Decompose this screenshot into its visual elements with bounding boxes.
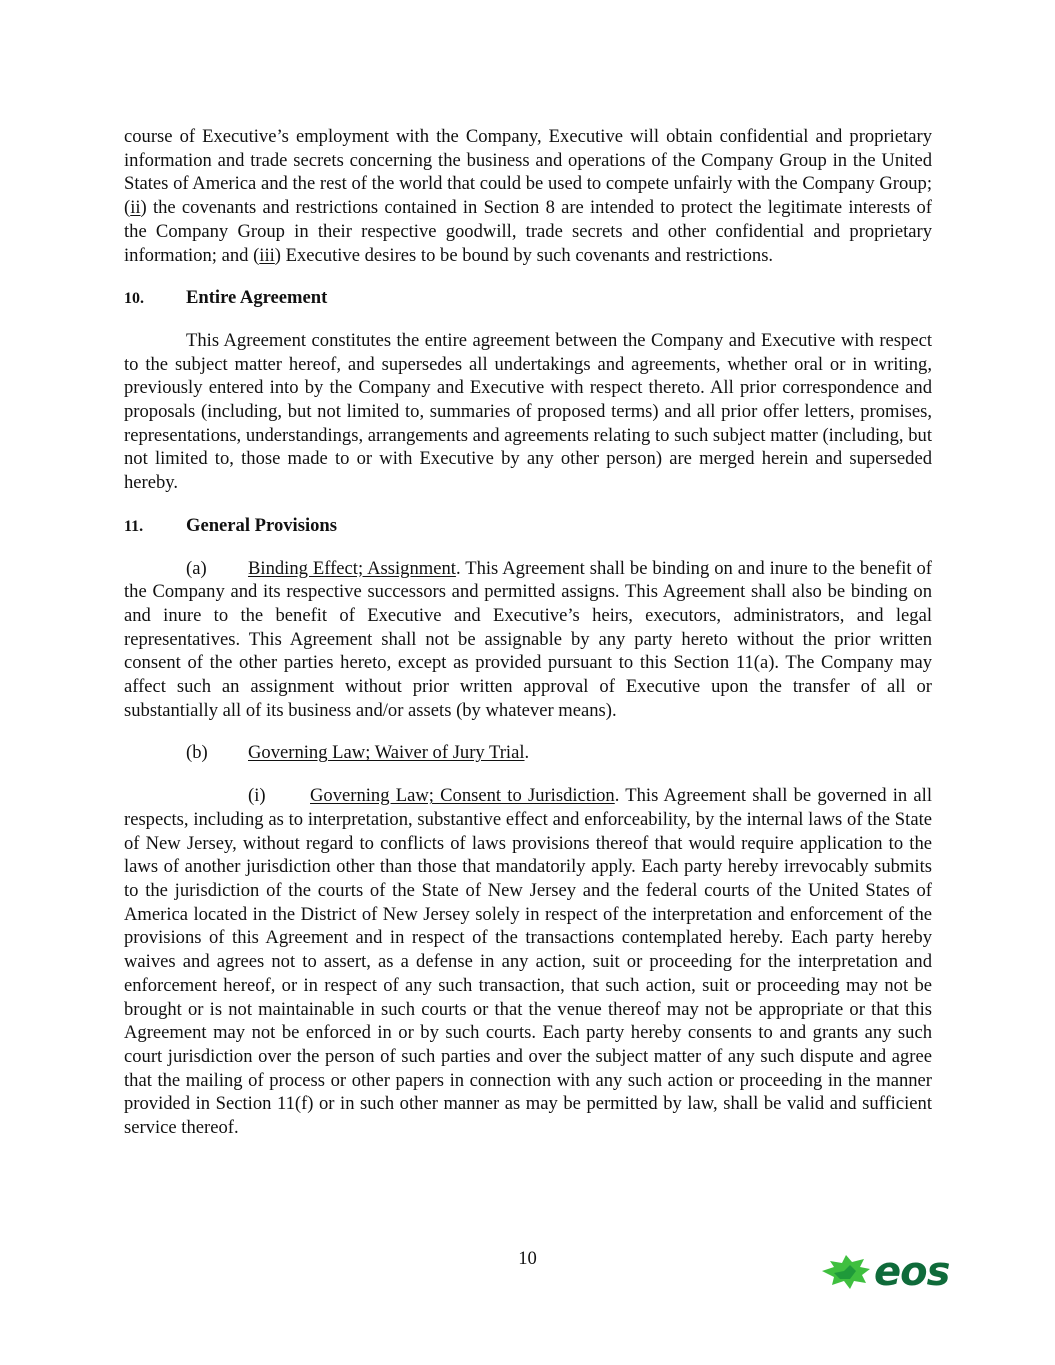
marker-iii: iii bbox=[259, 244, 275, 266]
subsection-a: (a) Binding Effect; Assignment. This Agreement shall be binding on and inure to the benefit of the Company and its respective successors and permitted assigns. This Agreement shall also be binding on and inure to the benefit of Executive and Executive’s heirs, executors, administrators, and legal representatives. This Agreement shall not be assignable by any party hereto without the prior written consent of the other parties hereto, except as provided pursuant to this Section 11(a). The Company may affect such an assignment without prior written approval of Executive upon the transfer of all or substantially all of its business and/or assets (by whatever means). bbox=[124, 557, 932, 721]
subsection-heading: Binding Effect; Assignment bbox=[248, 557, 456, 579]
logo-text: eos bbox=[874, 1249, 950, 1295]
marker-ii: ii bbox=[130, 197, 141, 219]
subsection-heading: Governing Law; Waiver of Jury Trial bbox=[248, 742, 525, 764]
document-page bbox=[124, 125, 932, 1140]
section-10-body: This Agreement constitutes the entire agreement between the Company and Executive with respect to the subject matter hereof, and supersedes all undertakings and agreements, whether oral or in writing, previously entered into by the Company and Executive with respect thereto. All prior correspondence and proposals (including, but not limited to, summaries of proposed terms) and all prior offer letters, promises, representations, understandings, arrangements and agreements relating to such subject matter (including, but not limited to, those made to or with Executive by any other person) are merged herein and superseded hereby. bbox=[124, 329, 932, 494]
section-11-heading bbox=[124, 514, 932, 539]
subsection-b-i: (i) Governing Law; Consent to Jurisdiction. This Agreement shall be governed in all respects, including as to interpretation, substantive effect and enforceability, by the internal laws of the State of New Jersey, without regard to conflicts of laws provisions thereof that would require application to the laws of another jurisdiction other than those that mandatorily apply. Each party hereby irrevocably submits to the jurisdiction of the courts of the State of New Jersey and the federal courts of the United States of America located in the District of New Jersey solely in respect of the interpretation and enforcement of the provisions of this Agreement and in respect of the transactions contemplated hereby. Each party hereby waives and agrees not to assert, as a defense in any action, suit or proceeding for the interpretation and enforcement hereof, or in respect of any such transaction, that such action, suit or proceeding may not be brought or is not maintainable in such courts or that the venue thereof may not be appropriate or that this Agreement may not be enforced in or by such courts. Each party hereby consents to and grants any such court jurisdiction over the person of such parties and over the subject matter of any such dispute and agree that the mailing of process or other papers in connection with any such action or proceeding in the manner provided in Section 11(f) or in such other manner as may be permitted by law, shall be valid and sufficient service thereof. bbox=[124, 785, 933, 1139]
section-number: 10. bbox=[124, 290, 144, 308]
eos-leaf-icon bbox=[820, 1253, 872, 1291]
page-number: 10 bbox=[518, 1248, 537, 1269]
subsection-label: (b) bbox=[186, 742, 208, 764]
section-title: Entire Agreement bbox=[186, 287, 328, 309]
eos-logo bbox=[820, 1249, 950, 1295]
intro-paragraph: course of Executive’s employment with the Company, Executive will obtain confidential and proprietary information and trade secrets concerning the business and operations of the Company Group in the United States of America and the rest of the world that could be used to compete unfairly with the Company Group; (ii) the covenants and restrictions contained in Section 8 are intended to protect the legitimate interests of the Company Group in their respective goodwill, trade secrets and other confidential and proprietary information; and (iii) Executive desires to be bound by such covenants and restrictions. bbox=[124, 126, 932, 266]
subsection-heading: Governing Law; Consent to Jurisdiction bbox=[310, 785, 615, 807]
subsection-label: (i) bbox=[248, 785, 266, 807]
section-10-heading bbox=[124, 286, 932, 311]
subsection-b: (b) Governing Law; Waiver of Jury Trial. bbox=[186, 742, 530, 764]
section-title: General Provisions bbox=[186, 514, 337, 536]
subsection-label: (a) bbox=[186, 557, 207, 579]
section-number: 11. bbox=[124, 517, 144, 535]
